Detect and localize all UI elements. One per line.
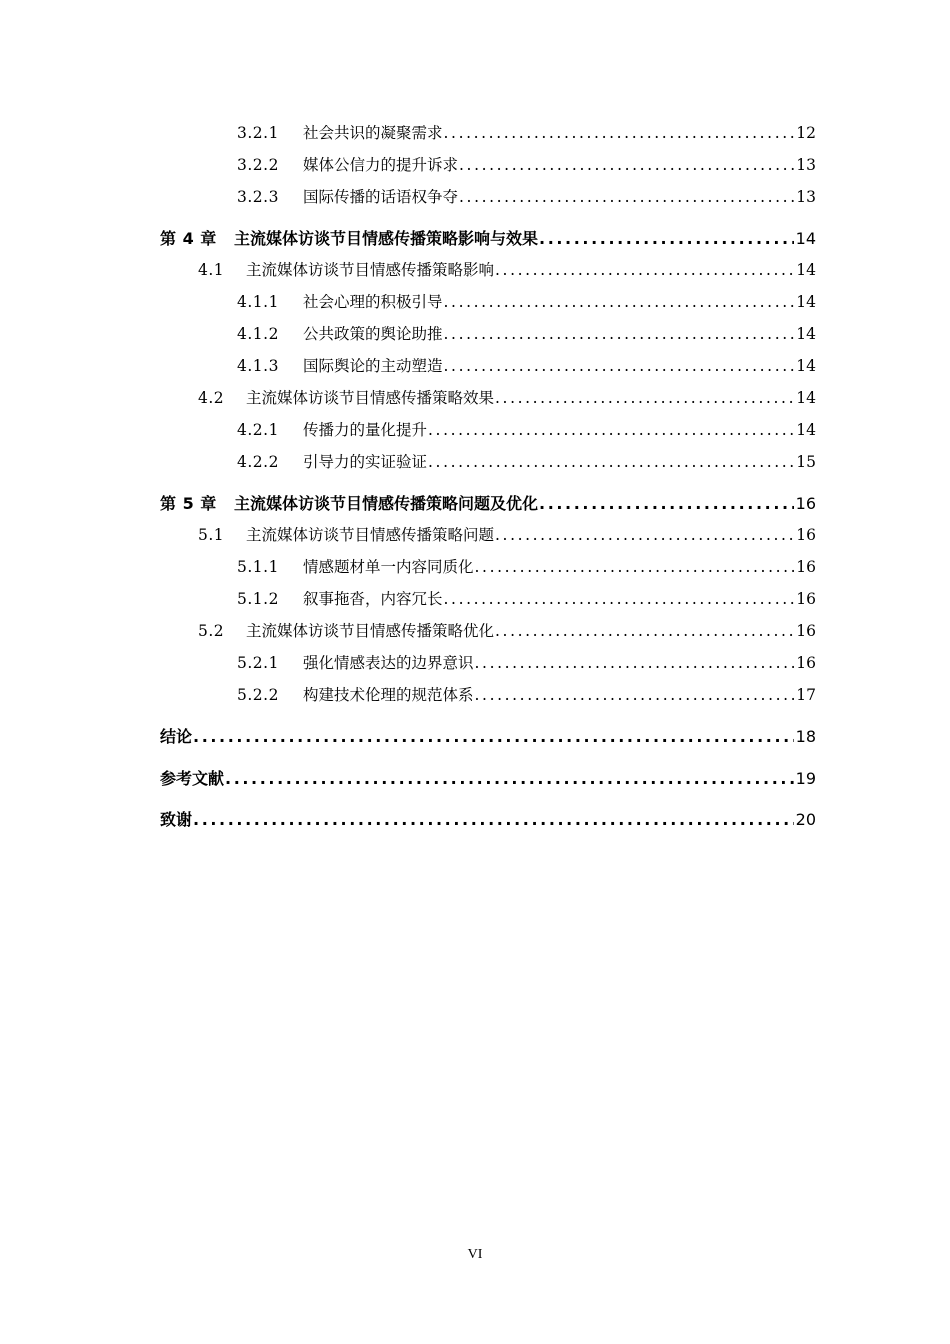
toc-dot-leader (444, 293, 795, 311)
toc-entry-title: 叙事拖沓，内容冗长 (303, 590, 443, 608)
toc-dot-leader (193, 727, 794, 746)
toc-entry-title: 主流媒体访谈节目情感传播策略效果 (246, 389, 495, 407)
toc-dot-leader (475, 686, 795, 704)
toc-entry-title: 引导力的实证验证 (303, 453, 428, 471)
toc-entry[interactable] (198, 619, 816, 641)
toc-dot-leader (475, 558, 795, 576)
toc-entry-number: 3.2.2 (237, 156, 279, 174)
toc-entry-number: 5.1 (198, 526, 225, 544)
toc-entry-title: 传播力的量化提升 (303, 421, 428, 439)
toc-entry-number: 第 4 章 (160, 229, 217, 248)
toc-entry-page: 12 (796, 124, 816, 142)
toc-entry-number: 5.2.2 (237, 686, 279, 704)
toc-dot-leader (193, 810, 794, 829)
toc-dot-leader (495, 622, 794, 640)
toc-entry-title: 社会共识的凝聚需求 (303, 124, 443, 142)
toc-entry-page: 14 (796, 421, 816, 439)
toc-entry[interactable] (198, 386, 816, 408)
toc-entry-number: 4.1.2 (237, 325, 279, 343)
toc-dot-leader (459, 188, 794, 206)
toc-entry[interactable] (160, 226, 816, 249)
toc-entry[interactable] (237, 185, 816, 207)
toc-entry[interactable] (237, 450, 816, 472)
toc-entry-number: 4.2 (198, 389, 225, 407)
toc-entry-page: 14 (796, 325, 816, 343)
toc-entry-title: 国际舆论的主动塑造 (303, 357, 443, 375)
toc-entry-number: 4.2.2 (237, 453, 279, 471)
toc-entry-page: 16 (796, 654, 816, 672)
toc-entry-number: 5.1.1 (237, 558, 279, 576)
toc-entry[interactable] (237, 354, 816, 376)
toc-dot-leader (475, 654, 795, 672)
toc-dot-leader (495, 389, 794, 407)
toc-entry[interactable] (198, 523, 816, 545)
toc-entry-title: 公共政策的舆论助推 (303, 325, 443, 343)
toc-entry-number: 5.2.1 (237, 654, 279, 672)
toc-entry[interactable] (237, 418, 816, 440)
toc-entry-page: 15 (796, 453, 816, 471)
toc-entry[interactable] (237, 651, 816, 673)
toc-dot-leader (225, 769, 794, 788)
toc-dot-leader (495, 261, 794, 279)
toc-entry-title: 结论 (160, 727, 193, 746)
toc-entry-page: 14 (796, 261, 816, 279)
toc-entry-title: 主流媒体访谈节目情感传播策略问题 (246, 526, 495, 544)
toc-entry-title: 媒体公信力的提升诉求 (303, 156, 459, 174)
toc-dot-leader (428, 453, 794, 471)
toc-dot-leader (459, 156, 794, 174)
toc-entry[interactable] (237, 587, 816, 609)
toc-entry-page: 13 (796, 188, 816, 206)
toc-entry[interactable] (237, 290, 816, 312)
toc-entry[interactable] (237, 153, 816, 175)
toc-entry-page: 14 (795, 229, 816, 248)
toc-entry-page: 14 (796, 293, 816, 311)
toc-entry[interactable] (160, 807, 816, 830)
toc-entry-title: 社会心理的积极引导 (303, 293, 443, 311)
page-number: VI (467, 1247, 483, 1262)
toc-dot-leader (539, 494, 794, 513)
toc-entry-number: 4.1.3 (237, 357, 279, 375)
toc-entry-page: 16 (796, 558, 816, 576)
toc-entry-page: 18 (795, 727, 816, 746)
toc-entry-number: 4.1 (198, 261, 225, 279)
toc-entry-page: 14 (796, 389, 816, 407)
toc-entry-title: 主流媒体访谈节目情感传播策略影响与效果 (234, 229, 539, 248)
toc-entry-page: 16 (796, 622, 816, 640)
toc-entry-page: 20 (795, 810, 816, 829)
toc-entry[interactable] (198, 258, 816, 280)
toc-entry[interactable] (160, 491, 816, 514)
toc-dot-leader (444, 590, 795, 608)
toc-entry-title: 主流媒体访谈节目情感传播策略影响 (246, 261, 495, 279)
toc-entry-number: 5.2 (198, 622, 225, 640)
toc-entry-page: 16 (795, 494, 816, 513)
toc-entry-number: 第 5 章 (160, 494, 217, 513)
toc-entry-number: 4.1.1 (237, 293, 279, 311)
toc-entry-page: 16 (796, 526, 816, 544)
toc-entry-number: 3.2.1 (237, 124, 279, 142)
toc-entry-number: 3.2.3 (237, 188, 279, 206)
toc-entry[interactable] (237, 683, 816, 705)
toc-entry-number: 4.2.1 (237, 421, 279, 439)
toc-entry-title: 致谢 (160, 810, 193, 829)
toc-entry-page: 19 (795, 769, 816, 788)
toc-entry-title: 主流媒体访谈节目情感传播策略优化 (246, 622, 495, 640)
toc-entry-title: 情感题材单一内容同质化 (303, 558, 474, 576)
toc-dot-leader (444, 124, 795, 142)
toc-entry-number: 5.1.2 (237, 590, 279, 608)
toc-entry[interactable] (237, 121, 816, 143)
toc-dot-leader (444, 357, 795, 375)
toc-entry-title: 主流媒体访谈节目情感传播策略问题及优化 (234, 494, 539, 513)
toc-entry-title: 构建技术伦理的规范体系 (303, 686, 474, 704)
toc-dot-leader (444, 325, 795, 343)
toc-entry[interactable] (237, 555, 816, 577)
toc-entry-page: 17 (796, 686, 816, 704)
toc-entry-page: 14 (796, 357, 816, 375)
toc-entry-title: 强化情感表达的边界意识 (303, 654, 474, 672)
toc-entry-page: 13 (796, 156, 816, 174)
toc-dot-leader (495, 526, 794, 544)
toc-entry-title: 参考文献 (160, 769, 225, 788)
toc-dot-leader (428, 421, 794, 439)
toc-entry[interactable] (160, 724, 816, 747)
toc-dot-leader (539, 229, 794, 248)
toc-entry-page: 16 (796, 590, 816, 608)
toc-entry[interactable] (160, 766, 816, 789)
toc-entry-title: 国际传播的话语权争夺 (303, 188, 459, 206)
toc-entry[interactable] (237, 322, 816, 344)
